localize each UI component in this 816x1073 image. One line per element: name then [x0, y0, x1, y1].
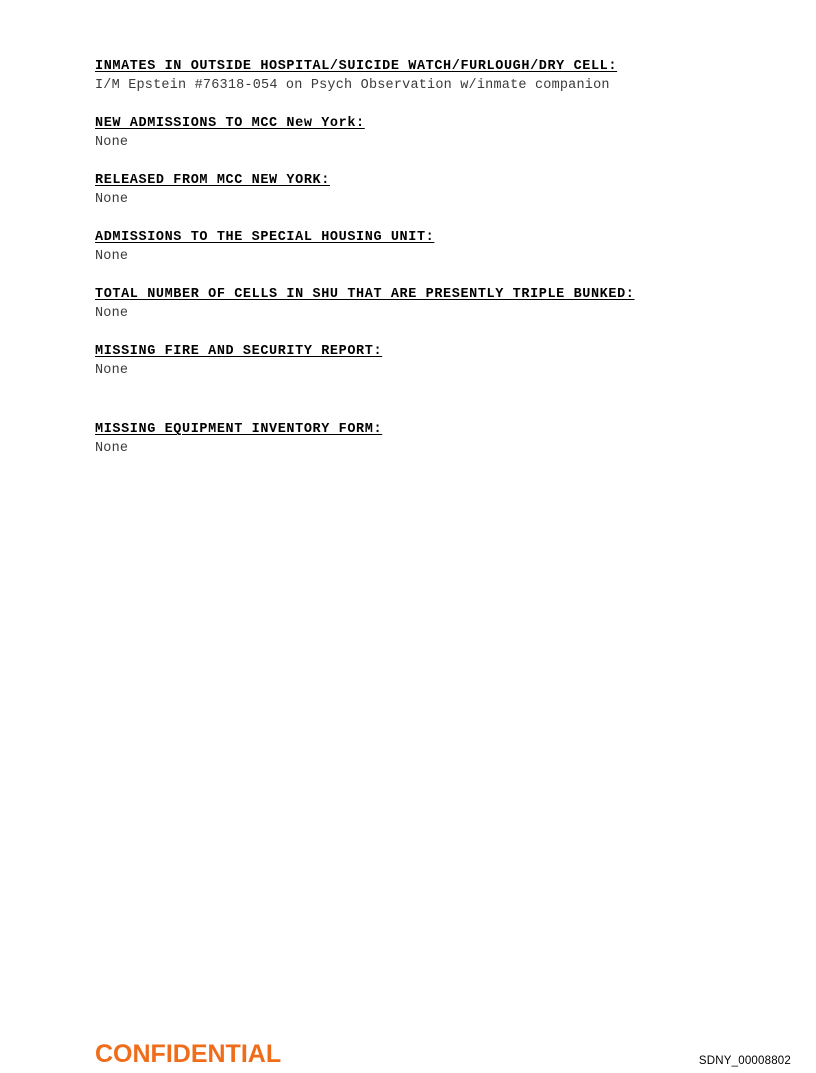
section-missing-equipment-inventory — [95, 421, 735, 457]
section-triple-bunked — [95, 286, 735, 322]
bates-number: SDNY_00008802 — [698, 1055, 791, 1067]
section-value: None — [95, 135, 129, 150]
section-value: None — [95, 441, 129, 456]
section-value: None — [95, 249, 129, 264]
section-released — [95, 172, 735, 208]
section-value: None — [95, 192, 129, 207]
confidential-watermark: CONFIDENTIAL — [95, 1040, 282, 1068]
section-heading: MISSING EQUIPMENT INVENTORY FORM: — [95, 422, 383, 437]
section-heading: ADMISSIONS TO THE SPECIAL HOUSING UNIT: — [95, 230, 435, 245]
section-value: I/M Epstein #76318-054 on Psych Observation w/inmate companion — [95, 78, 610, 93]
section-value: None — [95, 363, 129, 378]
section-heading: TOTAL NUMBER OF CELLS IN SHU THAT ARE PRESENTLY TRIPLE BUNKED: — [95, 287, 635, 302]
section-heading: INMATES IN OUTSIDE HOSPITAL/SUICIDE WATCH/FURLOUGH/DRY CELL: — [95, 59, 618, 74]
section-value: None — [95, 306, 129, 321]
document-body — [95, 58, 735, 478]
section-new-admissions — [95, 115, 735, 151]
section-shu-admissions — [95, 229, 735, 265]
section-outside-hospital — [95, 58, 735, 94]
section-heading: MISSING FIRE AND SECURITY REPORT: — [95, 344, 383, 359]
section-missing-fire-security — [95, 343, 735, 379]
section-heading: RELEASED FROM MCC NEW YORK: — [95, 173, 330, 188]
section-heading: NEW ADMISSIONS TO MCC New York: — [95, 116, 365, 131]
